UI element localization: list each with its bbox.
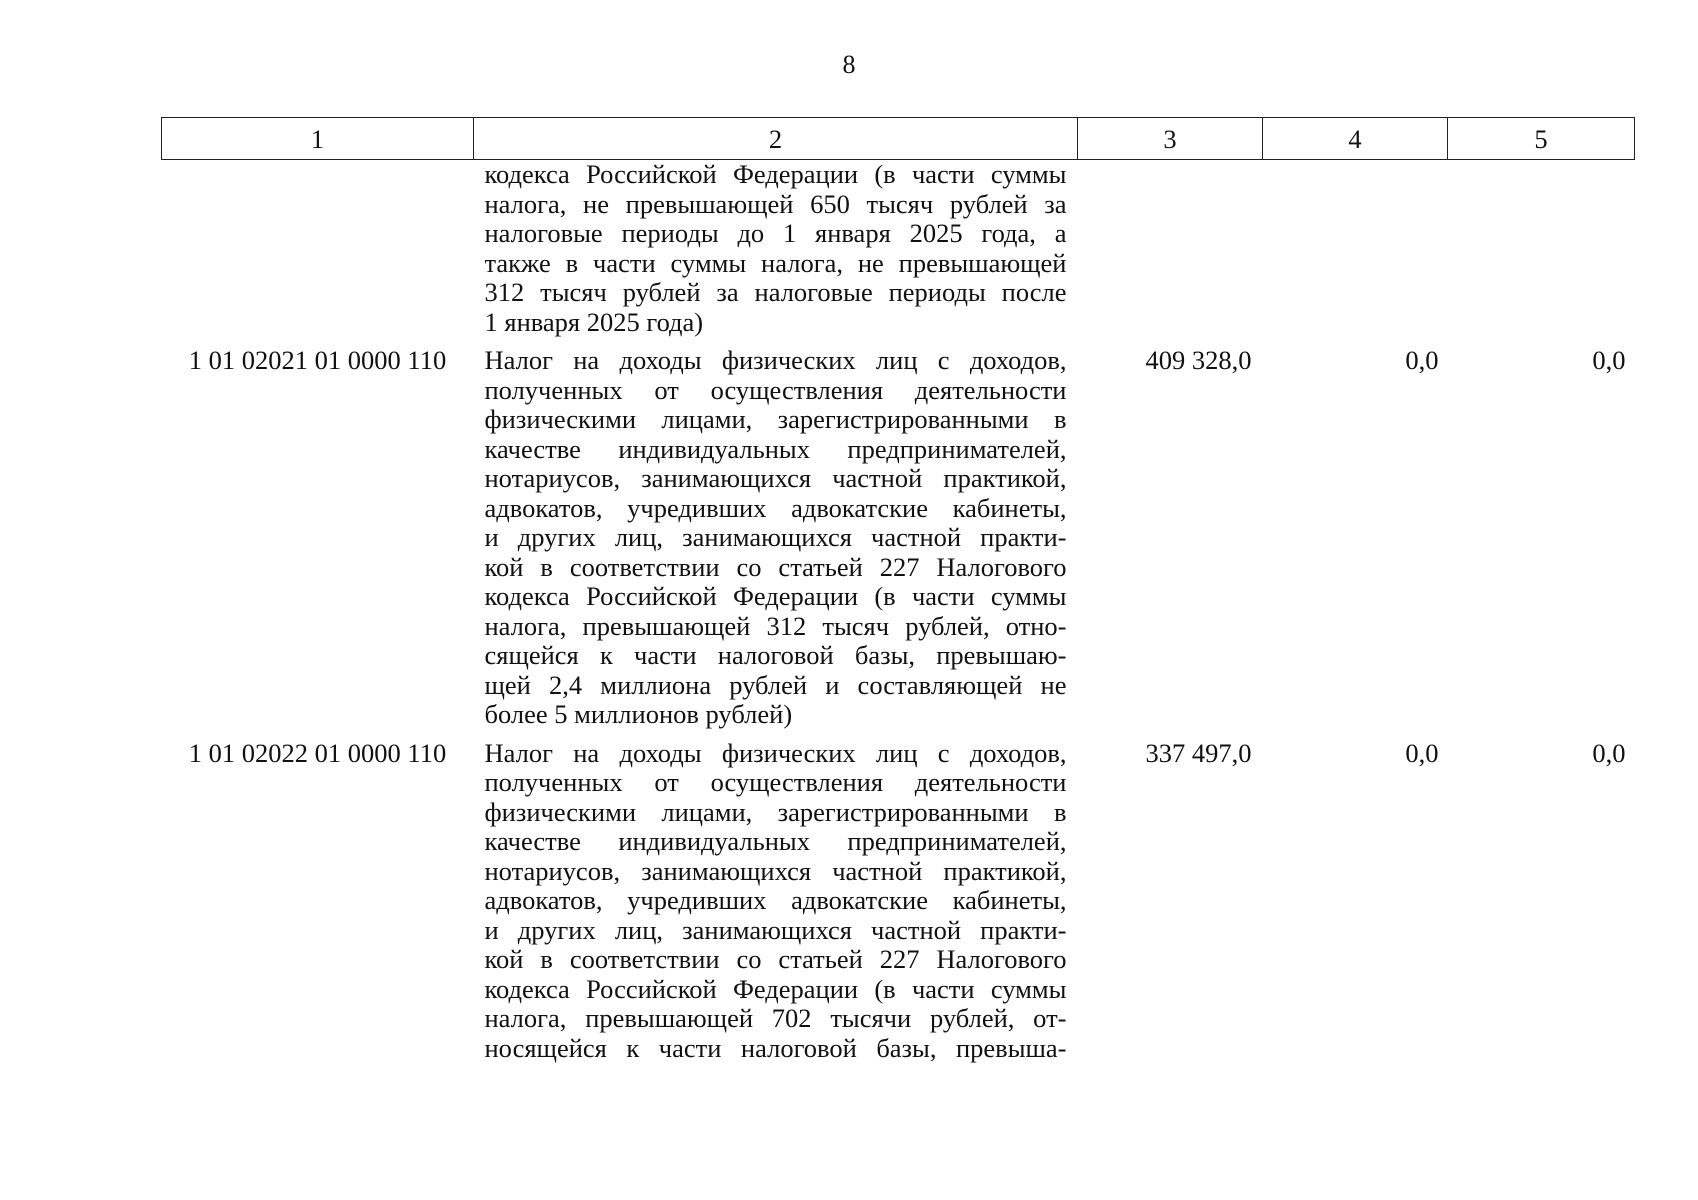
table-row-continuation [162,160,1635,347]
description-line: сящейся к части налоговой базы, превышаю- [484,641,1067,670]
description-cell [474,160,1078,347]
page-number: 8 [842,50,856,79]
description-line: кодекса Российской Федерации (в части суммы [484,160,1067,189]
amount-col-3 [1078,160,1263,347]
description-line: носящейся к части налоговой базы, превыша- [484,1033,1067,1063]
description-line: и других лиц, занимающихся частной практи- [484,523,1067,552]
description-line: щей 2,4 миллиона рублей и составляющей не [484,670,1067,700]
amount-col-3: 409 328,0 [1145,345,1252,375]
amount-col-5 [1448,160,1635,347]
description-line: 312 тысяч рублей за налоговые периоды после [484,278,1067,307]
header-col-5: 5 [1448,118,1635,160]
amount-col-4: 0,0 [1405,345,1439,375]
header-col-3: 3 [1078,118,1263,160]
description-line: кодекса Российской Федерации (в части суммы [484,582,1067,611]
header-row [162,118,1635,160]
description-line: налога, превышающей 702 тысячи рублей, от- [484,1004,1067,1033]
description-line: нотариусов, занимающихся частной практикой, [484,856,1067,886]
description-line: кодекса Российской Федерации (в части суммы [484,974,1067,1004]
amount-col-3: 337 497,0 [1145,737,1252,768]
description-line: адвокатов, учредивших адвокатские кабинеты, [484,493,1067,523]
amount-col-5: 0,0 [1592,737,1626,768]
description-line: также в части суммы налога, не превышающей [484,248,1067,278]
code-cell [162,160,474,347]
description-line: и других лиц, занимающихся частной практи- [484,915,1067,945]
description-line: Налог на доходы физических лиц с доходов, [484,738,1067,768]
description-line: более 5 миллионов рублей) [484,700,793,729]
table-row [162,346,1635,739]
table-header [162,118,1635,160]
description-line: качестве индивидуальных предпринимателей, [484,827,1067,856]
description-line: налога, не превышающей 650 тысяч рублей за [484,189,1067,219]
amount-col-4: 0,0 [1405,737,1439,768]
description-line: полученных от осуществления деятельности [484,375,1067,405]
amount-col-5: 0,0 [1592,345,1626,375]
amount-col-4 [1263,160,1448,347]
description-line: налога, превышающей 312 тысяч рублей, отно- [484,611,1067,641]
description-line: налоговые периоды до 1 января 2025 года, а [484,219,1067,248]
description-line: Налог на доходы физических лиц с доходов, [484,346,1067,375]
description-line: физическими лицами, зарегистрированными в [484,405,1067,434]
description-cell [474,739,1078,1073]
description-line: нотариусов, занимающихся частной практикой, [484,464,1067,493]
description-line: 1 января 2025 года) [484,307,704,337]
header-col-2: 2 [474,118,1078,160]
budget-code: 1 01 02022 01 0000 110 [188,737,447,768]
description-cell [474,346,1078,739]
table-row [162,739,1635,1073]
header-col-4: 4 [1263,118,1448,160]
budget-table [161,117,1635,1072]
description-line: полученных от осуществления деятельности [484,768,1067,797]
description-line: кой в соответствии со статьей 227 Налогового [484,552,1067,582]
description-line: физическими лицами, зарегистрированными в [484,797,1067,827]
description-line: качестве индивидуальных предпринимателей, [484,434,1067,464]
budget-code: 1 01 02021 01 0000 110 [188,345,447,375]
table-body [162,160,1635,1073]
description-line: кой в соответствии со статьей 227 Налогового [484,945,1067,974]
header-col-1: 1 [162,118,474,160]
description-line: адвокатов, учредивших адвокатские кабинеты, [484,886,1067,915]
